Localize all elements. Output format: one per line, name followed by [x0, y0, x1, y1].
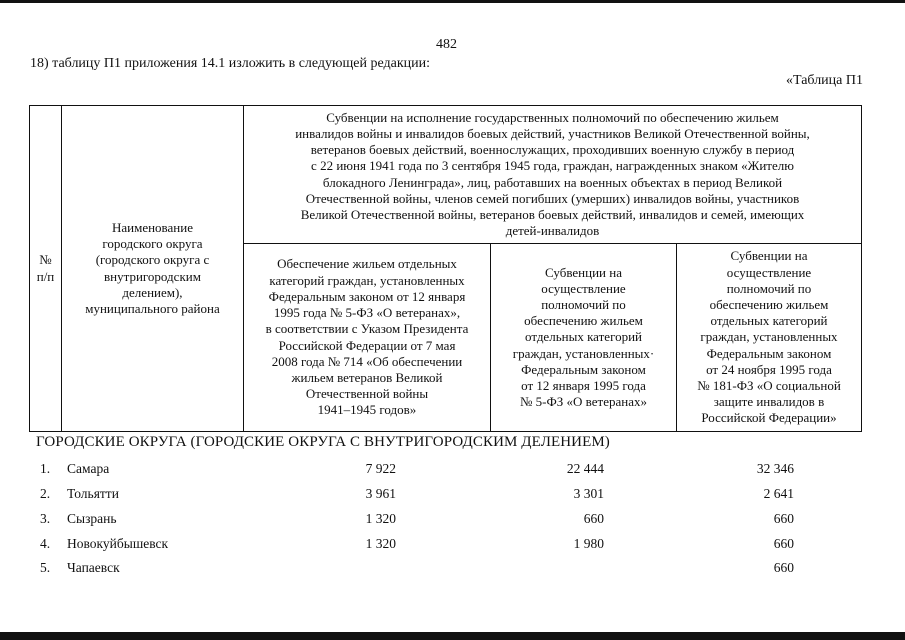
header-line: муниципального района: [85, 300, 220, 316]
row-number: 4.: [40, 536, 51, 551]
row-number: 5.: [40, 560, 51, 575]
row-value-3: 660: [773, 511, 794, 526]
table-label: «Таблица П1: [786, 73, 863, 88]
row-value-2: 3 301: [573, 486, 604, 501]
header-line: в соответствии с Указом Президента: [265, 321, 469, 337]
header-sub1: [244, 244, 490, 431]
header-line: полномочий по: [541, 296, 626, 312]
header-line: Федеральным законом: [521, 361, 646, 377]
header-line: ветеранов боевых действий, военнослужащих, проходивших военную службу в период: [310, 142, 795, 158]
header-line: Великой Отечественной войны, ветеранов боевых действий, инвалидов и семей, имеющих: [300, 206, 805, 222]
header-sub2: [491, 244, 676, 431]
header-line: Отечественной войны: [305, 386, 429, 402]
intro-text: 18) таблицу П1 приложения 14.1 изложить в следующей редакции:: [30, 56, 431, 71]
table-row: [0, 486, 905, 508]
header-line: 1995 года № 5-ФЗ «О ветеранах»,: [273, 305, 461, 321]
header-line: защите инвалидов в: [713, 394, 825, 410]
header-line: инвалидов войны и инвалидов боевых действий, участников Великой Отечественной войны,: [295, 125, 810, 141]
header-line: 2008 года № 714 «Об обеспечении: [271, 353, 463, 369]
header-line: Отечественной войны, членов семей погибших (умерших) инвалидов войны, участников: [305, 190, 800, 206]
row-value-2: 1 980: [573, 536, 604, 551]
header-line: Федеральным законом от 12 января: [268, 288, 466, 304]
row-value-2: 22 444: [566, 461, 604, 476]
header-line: 1941–1945 годов»: [317, 402, 417, 418]
row-name: Сызрань: [67, 511, 117, 526]
header-line: Российской Федерации от 7 мая: [278, 337, 456, 353]
table-row: [0, 461, 905, 483]
header-line: № 181-ФЗ «О социальной: [697, 378, 841, 393]
header-line: от 12 января 1995 года: [521, 378, 646, 393]
row-value-3: 660: [773, 560, 794, 575]
row-value-1: 1 320: [365, 536, 396, 551]
bottom-border: [0, 632, 905, 640]
row-number: 1.: [40, 461, 51, 476]
header-line: обеспечению жильем: [709, 296, 829, 312]
table-header: [29, 105, 862, 432]
header-border-right: [861, 105, 862, 432]
row-value-3: 660: [773, 536, 794, 551]
page-number: 482: [436, 37, 457, 52]
header-line: №: [39, 252, 52, 268]
header-line: блокадного Ленинграда», лиц, работавших на военных объектах в период Великой: [322, 174, 783, 190]
header-line: детей-инвалидов: [505, 223, 600, 239]
row-value-3: 2 641: [763, 486, 794, 501]
table-row: [0, 536, 905, 558]
row-name: Тольятти: [67, 486, 119, 501]
header-line: Федеральным законом: [706, 345, 832, 361]
top-border: [0, 0, 905, 3]
header-line: п/п: [36, 268, 55, 284]
header-line: Российской Федерации»: [701, 410, 837, 426]
header-col-num: [30, 105, 61, 432]
header-line: Субвенции на: [730, 248, 808, 264]
header-line: городского округа: [102, 236, 203, 252]
header-line: внутригородским: [104, 268, 201, 284]
section-title: ГОРОДСКИЕ ОКРУГА (ГОРОДСКИЕ ОКРУГА С ВНУТРИГОРОДСКИМ ДЕЛЕНИЕМ): [36, 434, 610, 450]
header-line: с 22 июня 1941 года по 3 сентября 1945 года, граждан, награжденных знаком «Жителю: [311, 158, 794, 174]
row-value-2: 660: [583, 511, 604, 526]
row-value-1: 3 961: [365, 486, 396, 501]
header-line: отдельных категорий: [524, 329, 642, 345]
header-line: Обеспечение жильем отдельных: [277, 256, 457, 272]
header-line: граждан, установленных: [700, 329, 838, 345]
header-sub3: [677, 244, 861, 431]
row-number: 2.: [40, 486, 51, 501]
row-number: 3.: [40, 511, 51, 526]
header-line: (городского округа с: [95, 252, 210, 268]
header-line: обеспечению жильем: [524, 313, 643, 329]
header-line: граждан, установленных·: [512, 345, 655, 361]
table-row: [0, 511, 905, 533]
row-value-3: 32 346: [756, 461, 794, 476]
row-name: Самара: [67, 461, 110, 476]
header-line: жильем ветеранов Великой: [291, 369, 443, 385]
header-line: осуществление: [541, 280, 626, 296]
row-value-1: 1 320: [365, 511, 396, 526]
row-name: Новокуйбышевск: [67, 536, 169, 551]
header-line: от 24 ноября 1995 года: [706, 361, 832, 377]
header-line: Субвенции на исполнение государственных полномочий по обеспечению жильем: [326, 109, 779, 125]
row-name: Чапаевск: [67, 560, 120, 575]
table-row: [0, 560, 905, 582]
header-line: полномочий по: [726, 280, 812, 296]
header-line: отдельных категорий: [710, 313, 828, 329]
header-line: делением),: [122, 284, 183, 300]
header-col-name: [62, 105, 243, 432]
header-line: Субвенции на: [545, 264, 622, 280]
header-line: категорий граждан, установленных: [269, 272, 465, 288]
header-line: осуществление: [726, 264, 812, 280]
header-group-title: [244, 106, 861, 243]
header-line: № 5-ФЗ «О ветеранах»: [520, 394, 647, 410]
row-value-1: 7 922: [365, 461, 396, 476]
header-line: Наименование: [111, 219, 193, 235]
